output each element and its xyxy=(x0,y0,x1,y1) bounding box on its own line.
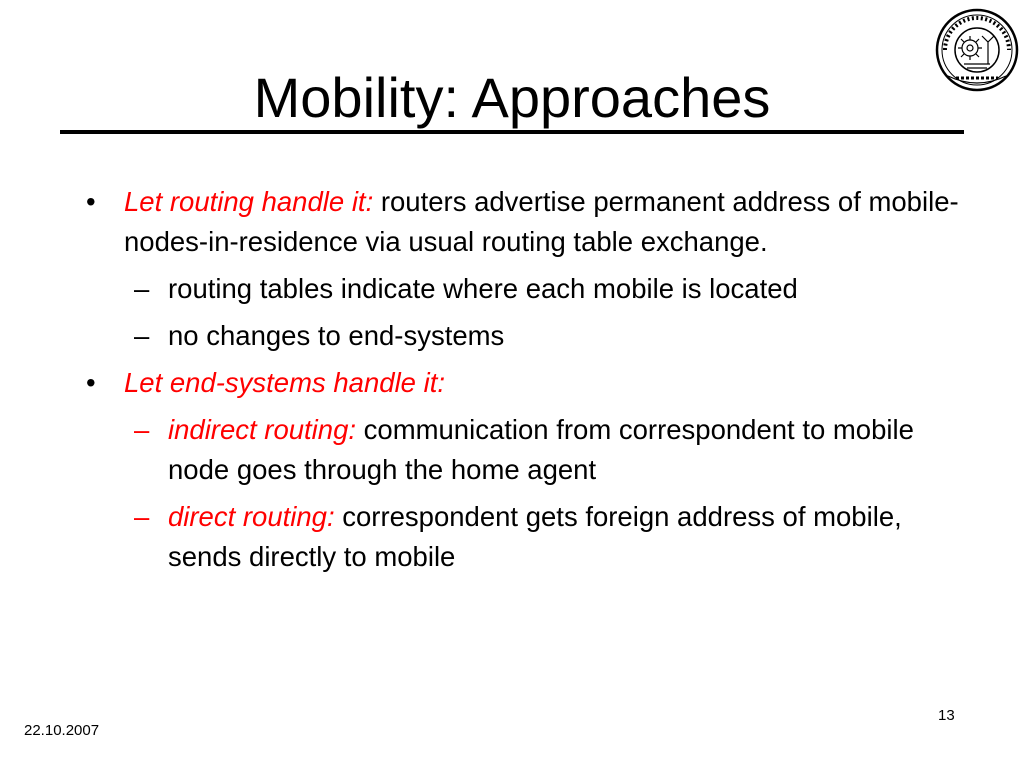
institute-seal-icon xyxy=(934,6,1020,98)
sub-bullet-text: no changes to end-systems xyxy=(168,320,505,351)
bullet-dot-icon: • xyxy=(86,186,96,217)
bullet-dot-icon: • xyxy=(86,367,96,398)
sub-bullet-item xyxy=(80,497,970,577)
slide-title: Mobility: Approaches xyxy=(253,66,771,129)
dash-icon: – xyxy=(134,414,150,445)
dash-icon: – xyxy=(134,273,150,304)
sub-bullet-item xyxy=(80,316,970,356)
page-number: 13 xyxy=(938,707,955,724)
sub-bullet-text: communication from correspondent to mobile node goes through the home agent xyxy=(168,414,914,485)
bullet-emphasis: Let routing handle it: xyxy=(124,186,374,217)
sub-bullet-item xyxy=(80,410,970,490)
sub-bullet-text: correspondent gets foreign address of mobile, sends directly to mobile xyxy=(168,501,902,572)
bullet-item xyxy=(80,363,970,403)
bullet-item xyxy=(80,182,970,262)
sub-bullet-text: routing tables indicate where each mobile is located xyxy=(168,273,798,304)
sub-bullet-item xyxy=(80,269,970,309)
dash-icon: – xyxy=(134,501,150,532)
bullet-text: routers advertise permanent address of mobile-nodes-in-residence via usual routing table exchange. xyxy=(124,186,959,257)
title-underline xyxy=(60,130,964,134)
sub-bullet-emphasis: indirect routing: xyxy=(168,414,357,445)
bullet-emphasis: Let end-systems handle it: xyxy=(124,367,446,398)
footer-date: 22.10.2007 xyxy=(24,722,100,739)
slide-body xyxy=(80,182,970,584)
dash-icon: – xyxy=(134,320,150,351)
sub-bullet-emphasis: direct routing: xyxy=(168,501,335,532)
